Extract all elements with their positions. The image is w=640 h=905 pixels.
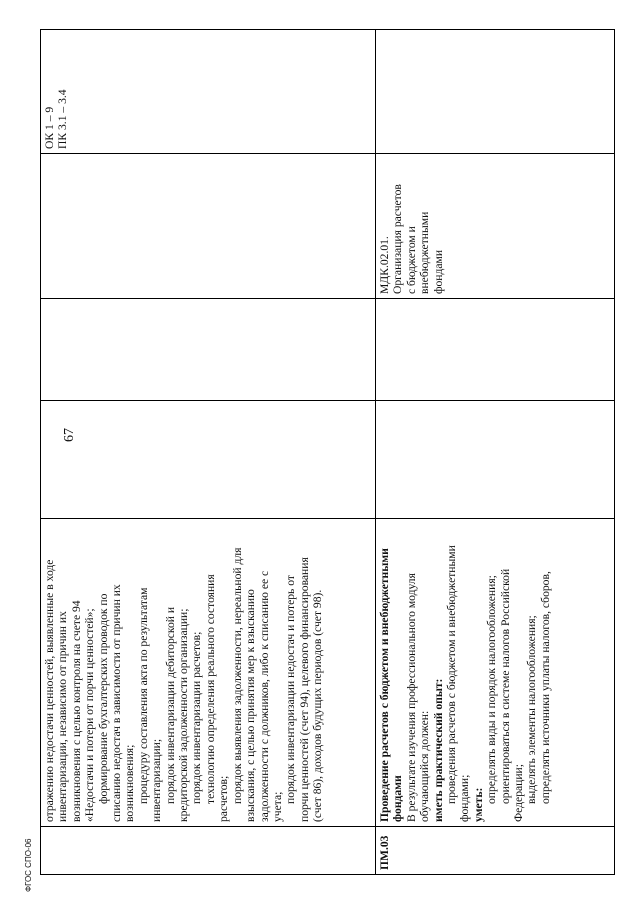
content-line: порядок инвентаризации дебиторской и [163, 606, 177, 804]
row2-mdk-cell [376, 154, 615, 299]
competency-line: ПК 3.1 – 3.4 [56, 89, 70, 149]
content-line: порчи ценностей (счет 94), целевого финансирования [297, 557, 311, 822]
competency-line: ОК 1 – 9 [43, 106, 56, 149]
content-line: (счет 86), доходов будущих периодов (счет 98). [311, 589, 325, 822]
content-line: порядок инвентаризации недостач и потерь от [284, 575, 298, 804]
content-line: возникновения с целью контроля на счете 94 [69, 600, 83, 822]
row2-empty-cell-a [376, 401, 615, 519]
content-line: учета; [270, 791, 284, 822]
row2-empty-cell-b [376, 299, 615, 401]
row1-competencies-cell [41, 30, 376, 154]
module-intro: В результате изучения профессионального модуля обучающийся должен: [404, 573, 432, 822]
table-row [41, 30, 376, 875]
row1-empty-cell-a [41, 401, 376, 519]
skill-item: определять виды и порядок налогообложения; [485, 575, 499, 804]
content-line: формирование бухгалтерских проводок по [96, 593, 110, 804]
mdk-line: МДК.02.01. [378, 236, 391, 294]
row1-empty-cell-b [41, 299, 376, 401]
practice-label: иметь практический опыт: [431, 678, 445, 822]
rotated-page [40, 30, 615, 875]
content-line: расчетов; [217, 775, 231, 822]
skill-item: выделять элементы налогообложения; [525, 615, 539, 804]
row2-competencies-cell [376, 30, 615, 154]
content-line: взыскания, с целью принятия мер к взысканию [244, 589, 258, 822]
curriculum-table [40, 29, 615, 875]
content-line: возникновения; [123, 744, 137, 822]
mdk-line: с бюджетом и [404, 226, 418, 294]
row1-code-cell [41, 827, 376, 875]
content-line: кредиторской задолженности организации; [177, 608, 191, 822]
content-line: инвентаризации, независимо от причин их [56, 611, 70, 822]
skill-item: ориентироваться в системе налогов Российской Федерации; [498, 568, 526, 822]
table-row [376, 30, 615, 875]
row2-code-cell: ПМ.03 [376, 827, 615, 875]
skills-label: уметь: [471, 787, 485, 822]
row2-content-cell [376, 519, 615, 827]
mdk-line: Организация расчетов [391, 184, 405, 294]
content-line: процедуру составления акта по результатам [136, 587, 150, 804]
content-line: «Недостачи и потери от порчи ценностей»; [83, 608, 97, 822]
practice-item: проведения расчетов с бюджетом и внебюджетными фондами; [445, 545, 472, 822]
row1-mdk-cell [41, 154, 376, 299]
content-line: порядок выявления задолженности, нереальной для [230, 547, 244, 804]
page-number: 67 [62, 428, 77, 442]
row1-content-cell [41, 519, 376, 827]
footer-label: ФГОС СПО-06 [24, 838, 33, 892]
skill-item: определять источники уплаты налогов, сборов, [538, 571, 552, 804]
content-line: отражению недостачи ценностей, выявленные в ходе [43, 559, 56, 822]
content-line: инвентаризации; [150, 738, 164, 822]
content-line: задолженности с должников, либо к списанию ее с [257, 570, 271, 822]
module-title: Проведение расчетов с бюджетом и внебюджетными фондами [378, 548, 405, 822]
content-line: списанию недостач в зависимости от причин их [110, 584, 124, 822]
mdk-line: внебюджетными [418, 211, 432, 294]
content-line: технологию определения реального состояния [203, 574, 217, 804]
content-line: порядок инвентаризации расчетов; [190, 631, 204, 804]
mdk-line: фондами [431, 249, 445, 294]
